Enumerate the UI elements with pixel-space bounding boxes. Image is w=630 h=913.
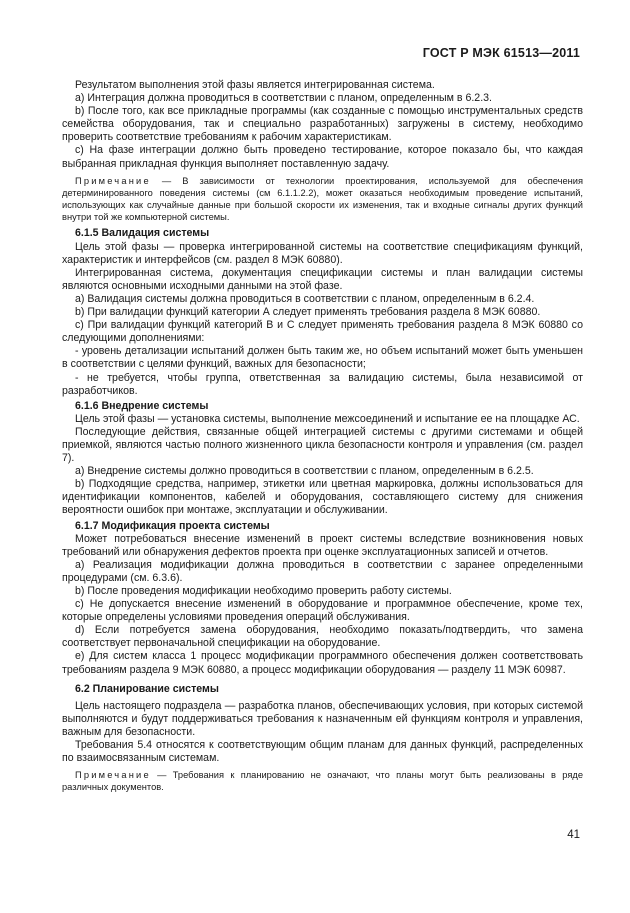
note-label: Примечание: [75, 770, 151, 781]
section-heading: 6.1.5 Валидация системы: [75, 227, 210, 240]
page-body: [62, 79, 583, 798]
standard-code-header: ГОСТ Р МЭК 61513—2011: [422, 46, 580, 60]
note: [62, 769, 583, 793]
paragraph: Может потребоваться внесение изменений в проект системы вследствие возникновения новых требований или обнаружения дефектов проекта при оценке эксплуатационных записей и отчетов.: [62, 532, 583, 558]
paragraph: Результатом выполнения этой фазы является интегрированная система.: [75, 79, 435, 91]
paragraph: Последующие действия, связанные общей интеграцией системы с другими системами и общей приемкой, являются частью полного жизненного цикла безопасности контроля и управления (см. раздел 7).: [62, 425, 583, 465]
paragraph: c) На фазе интеграции должно быть проведено тестирование, которое показало бы, что каждая выбранная прикладная функция выполняет поставленную задачу.: [62, 144, 583, 170]
paragraph: а) Реализация модификации должна проводиться в соответствии с заранее определенными процедурами (см. 6.3.6).: [62, 558, 583, 584]
paragraph: Цель этой фазы — проверка интегрированной системы на соответствие спецификациям функций, характеристик и интерфейсов (см. раздел 8 МЭК 60880).: [62, 240, 583, 266]
paragraph: b) После того, как все прикладные программы (как созданные с помощью инструментальных средств семейства оборудования, так и специально разработанных) загружены в систему, необходимо проверить соответствие требованиям к рабочим характеристикам.: [62, 105, 583, 144]
section-heading: 6.1.7 Модификация проекта системы: [75, 519, 270, 532]
page-number: 41: [567, 829, 580, 841]
paragraph: d) Если потребуется замена оборудования, необходимо показать/подтвердить, что замена соответствует первоначальной спецификации на оборудование.: [62, 624, 583, 650]
paragraph: c) При валидации функций категорий В и С следует применять требования раздела 8 МЭК 60880 со следующими дополнениями:: [62, 319, 583, 345]
paragraph: b) При валидации функций категории А следует применять требования раздела 8 МЭК 60880.: [75, 306, 541, 319]
note: [62, 175, 583, 224]
paragraph: а) Валидация системы должна проводиться в соответствии с планом, определенным в 6.2.4.: [75, 292, 535, 305]
paragraph: b) После проведения модификации необходимо проверить работу системы.: [75, 585, 452, 597]
section-heading: 6.1.6 Внедрение системы: [75, 399, 209, 412]
paragraph: Требования 5.4 относятся к соответствующим общим планам для данных функций, распределенных по взаимосвязанным системам.: [62, 739, 583, 765]
paragraph: Цель этой фазы — установка системы, выполнение межсоединений и испытание ее на площадке АС.: [75, 412, 580, 425]
note-text: — В зависимости от технологии проектирования, используемой для обеспечения детерминированного поведения системы (см 6.1.1.2.2), может оказаться необходимым проведение испытаний, использующих как случайные данные при большой скорости их изменения, так и входные сигналы других функций внутри той же компьютерной системы.: [62, 175, 583, 223]
paragraph: Интегрированная система, документация спецификации системы и план валидации системы являются основными исходными данными на этой фазе.: [62, 266, 583, 292]
section-heading: 6.2 Планирование системы: [75, 682, 219, 695]
note-label: Примечание: [75, 175, 151, 186]
paragraph: - не требуется, чтобы группа, ответственная за валидацию системы, была независимой от разработчиков.: [62, 371, 583, 397]
paragraph: - уровень детализации испытаний должен быть таким же, но объем испытаний может быть уменьшен в соответствии с целями функций, важных для безопасности;: [62, 345, 583, 371]
paragraph: е) Для систем класса 1 процесс модификации программного обеспечения должен соответствовать требованиям раздела 9 МЭК 60880, а процесс модификации оборудования — разделу 11 МЭК 60987.: [62, 650, 583, 676]
paragraph: c) Не допускается внесение изменений в оборудование и программное обеспечение, кроме тех, которые определены условиями проведения операций обслуживания.: [62, 598, 583, 624]
note-text: — Требования к планированию не означают, что планы могут быть реализованы в ряде различных документов.: [62, 770, 583, 793]
paragraph: Цель настоящего подраздела — разработка планов, обеспечивающих условия, при которых системой выполняются и будут поддерживаться требования к назначенным ей функциям контроля и управления, важным для безопасности.: [62, 699, 583, 738]
paragraph: а) Интеграция должна проводиться в соответствии с планом, определенным в 6.2.3.: [75, 92, 492, 105]
paragraph: а) Внедрение системы должно проводиться в соответствии с планом, определенным в 6.2.5.: [75, 465, 534, 478]
paragraph: b) Подходящие средства, например, этикетки или цветная маркировка, должны использоваться для идентификации компонентов, кабелей и оборудования, составляющего систему для снижения вероятности ошибок при монтаже, эксплуатации и обслуживании.: [62, 478, 583, 517]
